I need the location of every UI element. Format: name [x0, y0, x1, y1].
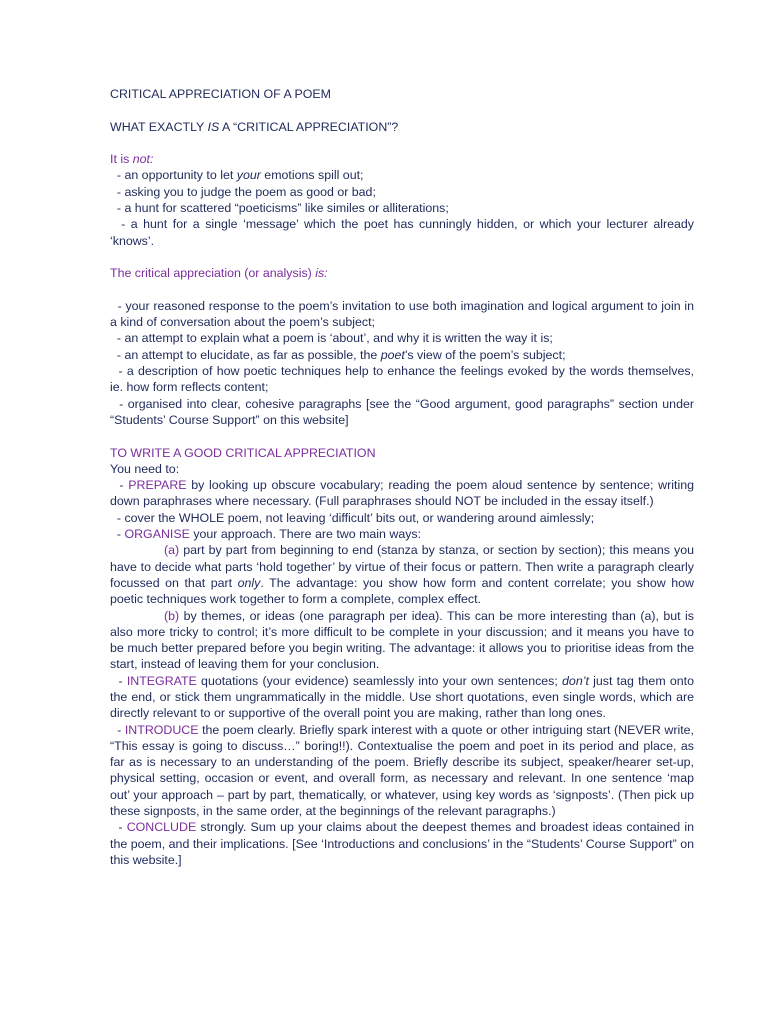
is-heading-pre: The critical appreciation (or analysis)	[110, 266, 316, 281]
item-text: - an attempt to elucidate, as far as possible, the	[116, 347, 381, 362]
question-em: IS	[207, 119, 220, 134]
step-prepare	[110, 477, 694, 510]
step-keyword: PREPARE	[128, 478, 187, 493]
item-text: - an opportunity to let	[116, 168, 237, 183]
step-text: quotations (your evidence) seamlessly into your own sentences;	[196, 673, 563, 688]
step-integrate	[110, 673, 694, 722]
way-b	[110, 608, 694, 673]
write-heading: TO WRITE A GOOD CRITICAL APPRECIATION	[110, 445, 376, 460]
way-label: (a)	[164, 543, 180, 558]
step-cover	[110, 510, 694, 526]
way-text: . The advantage: you show how form and content correlate; you show how poetic techniques work together to form a complete, complex effect.	[110, 575, 694, 607]
step-introduce	[110, 722, 694, 820]
not-heading	[110, 151, 694, 167]
item-em: poet	[380, 347, 405, 362]
dash: -	[116, 527, 125, 542]
list-item-not-2	[110, 184, 694, 200]
step-keyword: INTEGRATE	[126, 673, 197, 688]
item-text: - your reasoned response to the poem’s invitation to use both imagination and logical argument to join in a kind of conversation about the poem’s subject;	[110, 298, 695, 330]
list-item-is-4	[110, 363, 694, 396]
step-keyword: CONCLUDE	[126, 820, 197, 835]
step-em: don’t	[562, 673, 589, 688]
item-text: - a description of how poetic techniques help to enhance the feelings evoked by the words themselves, ie. how form reflects content;	[110, 364, 694, 395]
list-item-not-3	[110, 200, 694, 216]
item-text: emotions spill out;	[260, 168, 364, 183]
step-text: by looking up obscure vocabulary; reading the poem aloud sentence by sentence; writing down paraphrases where necessary. (Full paraphrases should NOT be included in the essay itself.)	[110, 478, 694, 509]
dash: -	[119, 478, 129, 493]
way-em: only	[237, 575, 261, 590]
step-keyword: INTRODUCE	[124, 722, 199, 737]
question-post: A “CRITICAL APPRECIATION”?	[219, 119, 399, 134]
item-text: - asking you to judge the poem as good or bad;	[116, 184, 376, 199]
is-heading	[110, 265, 694, 281]
list-item-is-2	[110, 330, 694, 346]
item-text: ’s view of the poem’s subject;	[404, 347, 566, 362]
step-text: just tag them onto the end, or stick them ungrammatically in the middle. Use short quotations, even single words, which are directly relevant to or supportive of the overall point you are making, rather than long ones.	[110, 673, 694, 721]
list-item-is-3	[110, 347, 694, 363]
step-organise	[110, 526, 694, 542]
question-pre: WHAT EXACTLY	[110, 119, 208, 134]
dash: -	[118, 820, 127, 835]
step-conclude	[110, 819, 694, 868]
question-heading	[110, 119, 694, 135]
not-heading-pre: It is	[110, 152, 133, 167]
step-text: the poem clearly. Briefly spark interest with a quote or other intriguing start (NEVER write, “This essay is going to discuss…” boring!!). Contextualise the poem and poet in its period and place, as far as is necessary to an understanding of the poem. Briefly describe its subject, speaker/hearer set-up, physical setting, occasion or event, and overall form, as necessary and relevant. In one sentence ‘map out’ your approach – part by part, thematically, or whatever, using key words as ‘signposts’. (Then pick up these signposts, in the same order, at the beginnings of the relevant paragraphs.)	[110, 722, 694, 819]
dash: -	[117, 722, 125, 737]
item-em: your	[236, 168, 261, 183]
step-text: your approach. There are two main ways:	[189, 527, 422, 542]
is-heading-em: is:	[315, 266, 328, 281]
step-text: strongly. Sum up your claims about the deepest themes and broadest ideas contained in the poem, and their implications. [See ‘Introductions and conclusions’ in the “Students’ Course Support” on this website.]	[110, 820, 694, 867]
list-item-not-1	[110, 167, 694, 183]
document-title: CRITICAL APPRECIATION OF A POEM	[110, 87, 332, 101]
dash: -	[118, 673, 127, 688]
list-item-is-5	[110, 396, 694, 429]
way-label: (b)	[164, 608, 180, 623]
write-intro: You need to:	[110, 461, 180, 476]
item-text: - an attempt to explain what a poem is ‘about’, and why it is written the way it is;	[116, 331, 553, 346]
list-item-not-4	[110, 216, 694, 249]
way-text: by themes, or ideas (one paragraph per idea). This can be more interesting than (a), but is also more tricky to control; it’s more difficult to be complete in your discussion; and it means you have to be much better prepared before you begin writing. The advantage: it allows you to prioritise ideas from the start, instead of leaving them for your conclusion.	[110, 608, 694, 672]
not-heading-em: not:	[132, 152, 154, 167]
item-text: - a hunt for scattered “poeticisms” like similes or alliterations;	[116, 201, 449, 216]
item-text: - organised into clear, cohesive paragraphs [see the “Good argument, good paragraphs” section under “Students’ Course Support” on this website]	[110, 396, 694, 427]
step-keyword: ORGANISE	[124, 527, 190, 542]
way-a	[110, 542, 694, 607]
way-text: part by part from beginning to end (stanza by stanza, or section by section); this means you have to decide what parts ‘hold together’ by virtue of their focus or pattern. Then write a paragraph clearly focussed on that part	[110, 543, 694, 590]
item-text: - a hunt for a single ‘message’ which the poet has cunningly hidden, or which your lecturer already ‘knows’.	[110, 217, 694, 248]
document-page	[110, 86, 694, 868]
list-item-is-1	[110, 298, 694, 331]
step-text: - cover the WHOLE poem, not leaving ‘difficult’ bits out, or wandering around aimlessly;	[116, 510, 595, 525]
